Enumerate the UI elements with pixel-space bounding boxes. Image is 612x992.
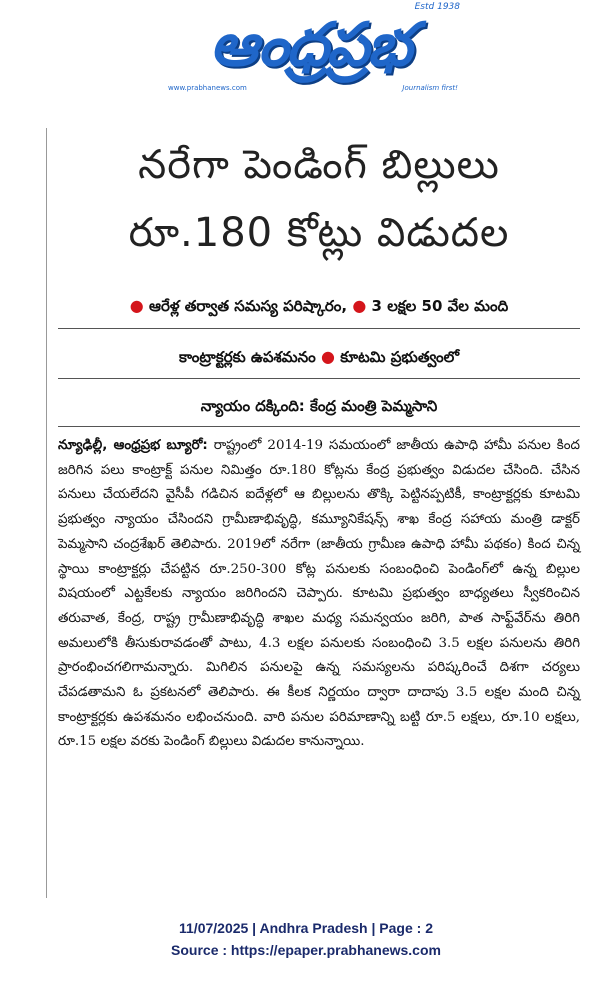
divider (58, 426, 580, 427)
footer-source: Source : https://epaper.prabhanews.com (171, 942, 441, 958)
headline-line-2: రూ.180 కోట్లు విడుదల (128, 210, 510, 256)
logo-wordmark: ఆంధ్రప్రభ (209, 10, 411, 80)
deck-line-3: న్యాయం దక్కింది: కేంద్ర మంత్రి పెమ్మసాని (200, 397, 438, 415)
website-label: www.prabhanews.com (168, 84, 247, 92)
newspaper-logo (160, 4, 460, 96)
bullet-icon: ● (129, 296, 144, 315)
body-text: రాష్ట్రంలో 2014-19 సమయంలో జాతీయ ఉపాధి హామీ పనుల కింద జరిగిన పలు కాంట్రాక్ట్ పనుల నిమిత్తం రూ.180 కోట్లను కేంద్ర ప్రభుత్వం విడుదల చేసింది. చేసిన పనులు చేయలేదని వైసీపీ గడిచిన ఐదేళ్లలో ఆ బిల్లులను తొక్కి పెట్టినప్పటికీ, కాంట్రాక్టర్లకు కూటమి ప్రభుత్వం న్యాయం చేసిందని గ్రామీణాభివృద్ధి, కమ్యూనికేషన్స్ శాఖ కేంద్ర సహాయ మంత్రి డాక్టర్ పెమ్మసాని చంద్రశేఖర్ తెలిపారు. 2019లో నరేగా (జాతీయ గ్రామీణ ఉపాధి హామీ పథకం) కింద చిన్న స్థాయి కాంట్రాక్టర్లు చేపట్టిన రూ.250-300 కోట్ల పనులకు సంబంధించి పెండింగ్‌లో ఉన్న బిల్లుల విషయంలో ఎట్టకేలకు న్యాయం జరిగిందని చెప్పారు. కూటమి ప్రభుత్వం బాధ్యతలు స్వీకరించిన తరువాత, కేంద్ర, రాష్ట్ర గ్రామీణాభివృద్ధి శాఖల మధ్య సమన్వయం జరిగి, పాత సాఫ్ట్‌వేర్‌ను తిరిగి అమలులోకి తీసుకురావడంతో పాటు, 4.3 లక్షల పనులకు సంబంధించి 3.5 లక్షల పనులను తిరిగి ప్రారంభించగలిగామన్నారు. మిగిలిన పనులపై ఉన్న సమస్యలను పరిష్కరించే దిశగా చర్యలు చేపడతామని ఓ ప్రకటనలో తెలిపారు. ఈ కీలక నిర్ణయం ద్వారా దాదాపు 3.5 లక్షల మంది చిన్న కాంట్రాక్టర్లకు ఉపశమనం లభించనుంది. వారి పనుల పరిమాణాన్ని బట్టి రూ.5 లక్షలు, రూ.10 లక్షలు, రూ.15 లక్షల వరకు పెండింగ్ బిల్లులు విడుదల కానున్నాయి. (58, 438, 580, 750)
headline-line-1: నరేగా పెండింగ్ బిల్లులు (138, 142, 500, 188)
column-divider (46, 128, 47, 898)
deck-line-1-b: 3 లక్షల 50 వేల మంది (371, 297, 509, 315)
bullet-icon: ● (352, 296, 367, 315)
divider (58, 328, 580, 329)
deck-line-2-b: కూటమి ప్రభుత్వంలో (340, 348, 460, 366)
deck-line-2-a: కాంట్రాక్టర్లకు ఉపశమనం (178, 348, 316, 366)
deck-line-1 (58, 296, 580, 319)
dateline: న్యూఢిల్లీ, ఆంధ్రప్రభ బ్యూరో: (58, 438, 208, 453)
masthead (0, 0, 612, 110)
deck-line-1-a: ఆరేళ్ల తర్వాత సమస్య పరిష్కారం, (148, 297, 348, 315)
article (46, 128, 580, 898)
bullet-icon: ● (321, 347, 335, 366)
footer-edition-info: 11/07/2025 | Andhra Pradesh | Page : 2 (179, 920, 433, 936)
deck-line-2 (58, 347, 580, 370)
article-body (58, 434, 580, 755)
divider (58, 378, 580, 379)
estd-label: Estd 1938 (414, 2, 460, 12)
tagline: Journalism first! (402, 84, 458, 92)
